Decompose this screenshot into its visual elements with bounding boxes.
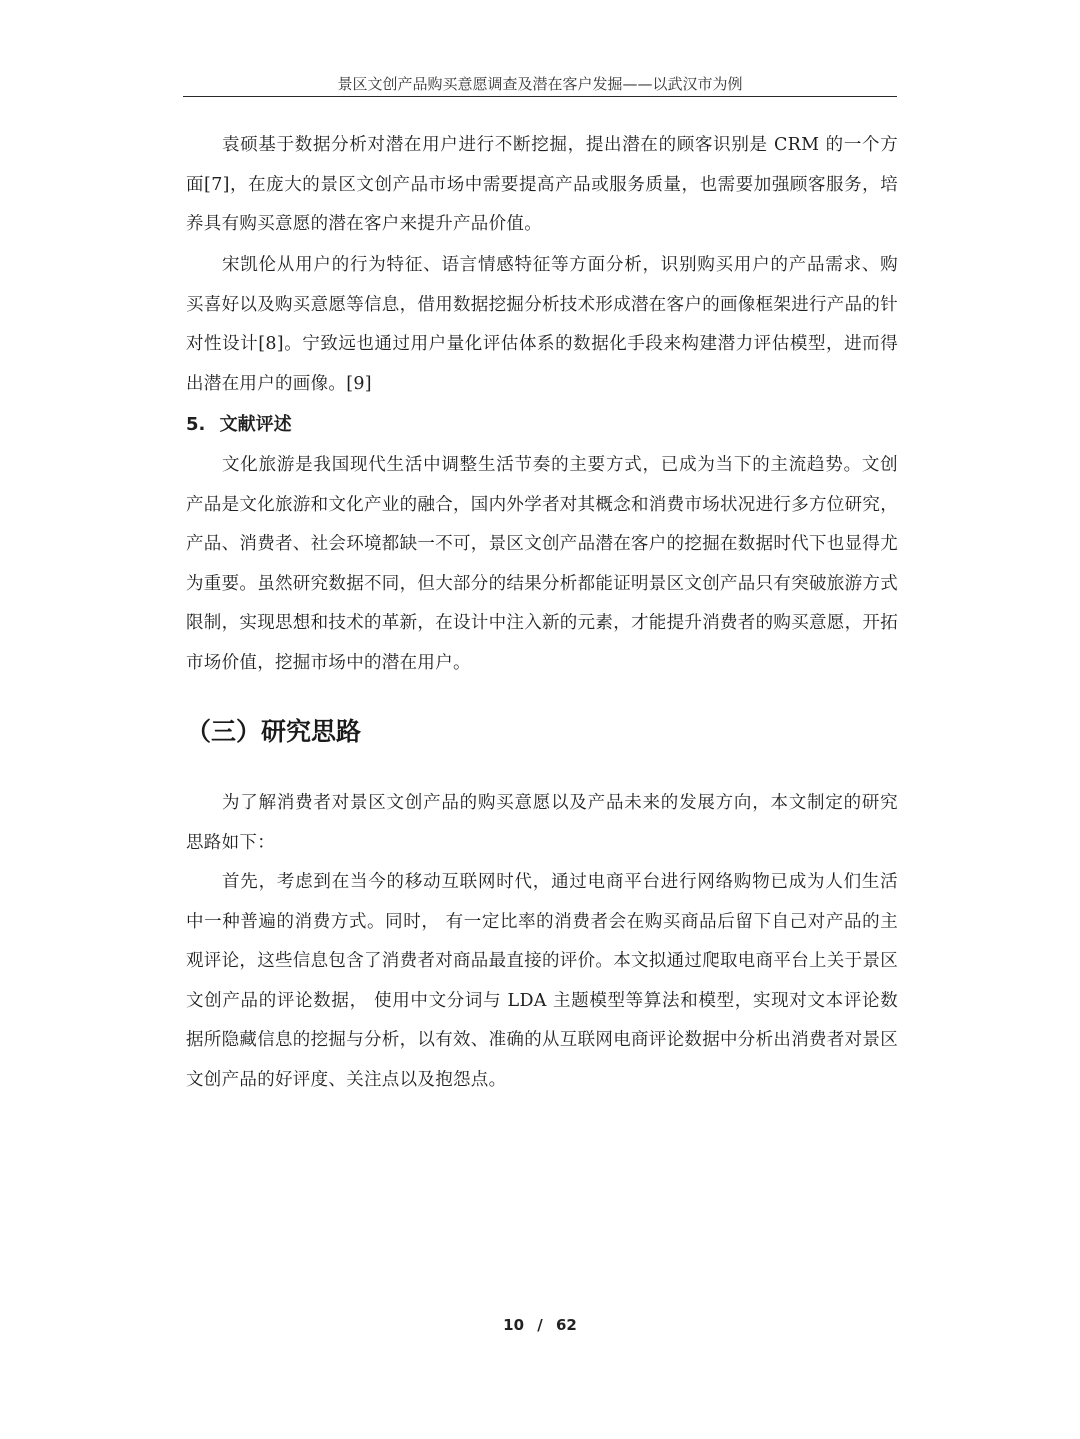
- header-rule: [183, 96, 897, 97]
- page-number: [440, 1316, 640, 1334]
- paragraph-first-step: 首先，考虑到在当今的移动互联网时代，通过电商平台进行网络购物已成为人们生活中一种普遍的消费方式。同时， 有一定比率的消费者会在购买商品后留下自己对产品的主观评论，这些信息包含了消费者对商品最直接的评价。本文拟通过爬取电商平台上关于景区文创产品的评论数据， 使用中文分词与 LDA 主题模型等算法和模型，实现对文本评论数据所隐藏信息的挖掘与分析，以有效、准确的从互联网电商评论数据中分析出消费者对景区文创产品的好评度、关注点以及抱怨点。: [186, 872, 898, 1090]
- heading-text: 文献评述: [219, 414, 292, 435]
- page-separator: /: [537, 1316, 543, 1334]
- section-title-research-approach: （三）研究思路: [186, 717, 362, 746]
- page-total: 62: [555, 1316, 577, 1334]
- paragraph-yuan-shuo: 袁硕基于数据分析对潜在用户进行不断挖掘，提出潜在的顾客识别是 CRM 的一个方面[7]，在庞大的景区文创产品市场中需要提高产品或服务质量，也需要加强顾客服务，培养具有购买意愿的潜在客户来提升产品价值。: [186, 135, 898, 235]
- paragraph-cultural-tourism: 文化旅游是我国现代生活中调整生活节奏的主要方式，已成为当下的主流趋势。文创产品是文化旅游和文化产业的融合，国内外学者对其概念和消费市场状况进行多方位研究，产品、消费者、社会环境都缺一不可，景区文创产品潜在客户的挖掘在数据时代下也显得尤为重要。虽然研究数据不同，但大部分的结果分析都能证明景区文创产品只有突破旅游方式限制，实现思想和技术的革新，在设计中注入新的元素，才能提升消费者的购买意愿，开拓市场价值，挖掘市场中的潜在用户。: [186, 455, 898, 673]
- running-header: 景区文创产品购买意愿调查及潜在客户发掘——以武汉市为例: [337, 75, 743, 93]
- page-current: 10: [503, 1316, 525, 1334]
- heading-number: 5.: [186, 414, 206, 435]
- paragraph-research-intro: 为了解消费者对景区文创产品的购买意愿以及产品未来的发展方向，本文制定的研究思路如下：: [186, 793, 898, 853]
- paragraph-song-kailun: 宋凯伦从用户的行为特征、语言情感特征等方面分析，识别购买用户的产品需求、购买喜好以及购买意愿等信息，借用数据挖掘分析技术形成潜在客户的画像框架进行产品的针对性设计[8]。宁致远也通过用户量化评估体系的数据化手段来构建潜力评估模型，进而得出潜在用户的画像。[9]: [186, 255, 898, 394]
- heading-literature-review: [186, 410, 292, 440]
